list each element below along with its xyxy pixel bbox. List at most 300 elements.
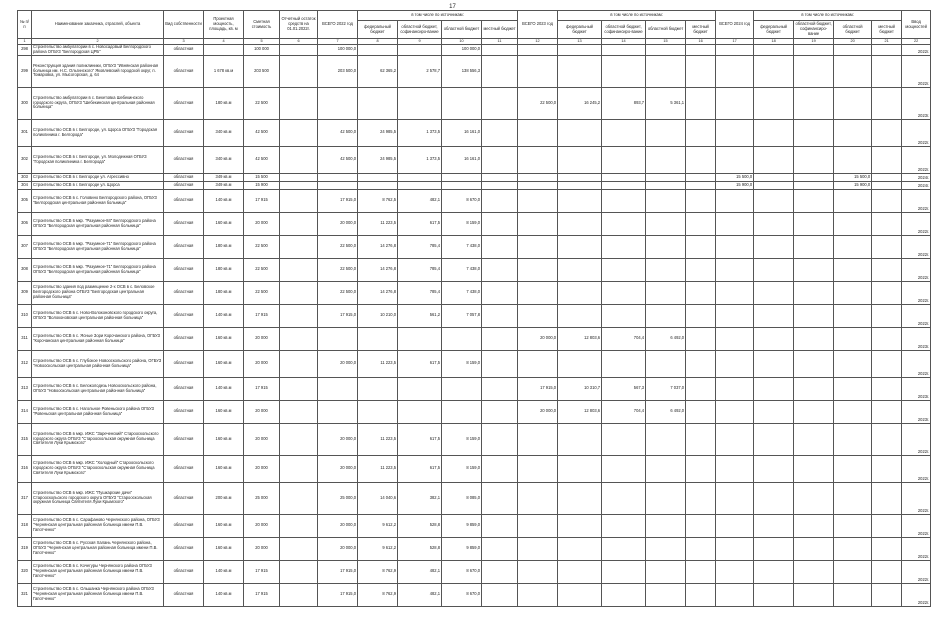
capacity: 160 кв.м <box>204 350 244 377</box>
input-year: 2022г. <box>902 423 931 455</box>
input-year: 2022г. <box>902 482 931 514</box>
estimated-cost: 42 500 <box>244 119 280 146</box>
row-number: 317 <box>18 482 32 514</box>
capacity <box>204 45 244 56</box>
object-name: Строительство ОСВ в с. Кочегуры Чернянского района ОГБУЗ "Чернянская центральная районная больница имени П.В. Гапотченко" <box>32 560 164 583</box>
regional-2024 <box>834 327 872 350</box>
local-2022 <box>482 423 518 455</box>
regional-cofin-2023 <box>602 55 646 87</box>
local-2023 <box>686 400 716 423</box>
capacity: 160 кв.м <box>204 455 244 482</box>
total-2023: 17 915,0 <box>518 377 558 400</box>
table-row <box>18 377 931 400</box>
federal-2023 <box>558 212 602 235</box>
regional-2023 <box>646 560 686 583</box>
regional-2023 <box>646 482 686 514</box>
federal-2024 <box>754 45 794 56</box>
header-sources-2023: в том числе по источникам: <box>558 11 716 21</box>
regional-2024 <box>834 583 872 606</box>
regional-cofin-2023: 704,4 <box>602 327 646 350</box>
ownership: областная <box>164 327 204 350</box>
local-2024 <box>872 173 902 181</box>
regional-2022 <box>442 327 482 350</box>
input-year: 2023г. <box>902 327 931 350</box>
input-year: 2022г. <box>902 212 931 235</box>
capacity: 160 кв.м <box>204 400 244 423</box>
ownership: областная <box>164 87 204 119</box>
federal-2024 <box>754 119 794 146</box>
estimated-cost: 20 000 <box>244 514 280 537</box>
federal-2024 <box>754 400 794 423</box>
remaining-funds <box>280 560 318 583</box>
ownership: областная <box>164 146 204 173</box>
regional-cofin-2022: 1 373,5 <box>398 119 442 146</box>
row-number: 306 <box>18 212 32 235</box>
local-2022 <box>482 281 518 304</box>
local-2024 <box>872 55 902 87</box>
estimated-cost: 203 500 <box>244 55 280 87</box>
local-2023 <box>686 173 716 181</box>
regional-cofin-2023 <box>602 423 646 455</box>
regional-2024 <box>834 537 872 560</box>
header-remaining: Отчетный остаток средств на 01.01.2022г. <box>280 11 318 39</box>
capacity: 340 кв.м <box>204 119 244 146</box>
total-2022 <box>318 173 358 181</box>
input-year: 2022г. <box>902 45 931 56</box>
total-2022: 20 000,0 <box>318 514 358 537</box>
table-row <box>18 55 931 87</box>
remaining-funds <box>280 537 318 560</box>
federal-2023 <box>558 514 602 537</box>
local-2022 <box>482 400 518 423</box>
local-2024 <box>872 350 902 377</box>
table-row <box>18 327 931 350</box>
capacity: 1 678 кв.м <box>204 55 244 87</box>
remaining-funds <box>280 258 318 281</box>
column-number: 3 <box>164 39 204 45</box>
federal-2022: 9 612,2 <box>358 537 398 560</box>
header-total-2024: ВСЕГО 2024 год <box>716 11 754 39</box>
total-2024 <box>716 583 754 606</box>
local-2024 <box>872 146 902 173</box>
total-2024: 15 500,0 <box>716 173 754 181</box>
total-2023 <box>518 181 558 189</box>
regional-cofin-2022: 528,8 <box>398 514 442 537</box>
object-name: Строительство ОСВ в с. Глубокое Новооскольского района, ОГБУЗ "Новооскольская центральная районная больница" <box>32 350 164 377</box>
capacity: 160 кв.м <box>204 327 244 350</box>
total-2022: 22 500,0 <box>318 281 358 304</box>
regional-cofin-2024 <box>794 173 834 181</box>
remaining-funds <box>280 87 318 119</box>
remaining-funds <box>280 235 318 258</box>
regional-2022: 8 159,0 <box>442 423 482 455</box>
page-number: 17 <box>449 4 456 10</box>
federal-2024 <box>754 423 794 455</box>
regional-2022: 9 859,0 <box>442 537 482 560</box>
regional-cofin-2022 <box>398 181 442 189</box>
total-2022 <box>318 87 358 119</box>
federal-2022: 11 223,5 <box>358 212 398 235</box>
regional-cofin-2022 <box>398 45 442 56</box>
object-name: Строительство ОСВ в мкр. ИЖС "Пушкарские дачи" Старооскольского городского округа ОГБУЗ "Старооскольская окружная больница Святителя Луки Крымского" <box>32 482 164 514</box>
total-2023 <box>518 235 558 258</box>
ownership: областная <box>164 189 204 212</box>
total-2023 <box>518 281 558 304</box>
regional-2023 <box>646 181 686 189</box>
input-year: 2022г. <box>902 537 931 560</box>
ownership: областная <box>164 514 204 537</box>
ownership: областная <box>164 423 204 455</box>
regional-2022: 7 438,0 <box>442 258 482 281</box>
regional-cofin-2024 <box>794 482 834 514</box>
local-2024 <box>872 455 902 482</box>
row-number: 313 <box>18 377 32 400</box>
local-2022 <box>482 189 518 212</box>
estimated-cost: 42 500 <box>244 146 280 173</box>
federal-2024 <box>754 455 794 482</box>
total-2024 <box>716 350 754 377</box>
estimated-cost: 17 915 <box>244 560 280 583</box>
total-2022: 42 500,0 <box>318 146 358 173</box>
local-2023 <box>686 146 716 173</box>
regional-cofin-2024 <box>794 119 834 146</box>
federal-2023: 16 245,2 <box>558 87 602 119</box>
row-number: 318 <box>18 514 32 537</box>
table-row <box>18 514 931 537</box>
federal-2024 <box>754 560 794 583</box>
regional-2024: 15 900,0 <box>834 181 872 189</box>
regional-2023 <box>646 455 686 482</box>
ownership: областная <box>164 455 204 482</box>
total-2023 <box>518 455 558 482</box>
capacity: 180 кв.м <box>204 258 244 281</box>
regional-2024 <box>834 212 872 235</box>
federal-2022: 14 040,6 <box>358 482 398 514</box>
federal-2023 <box>558 235 602 258</box>
column-number: 18 <box>754 39 794 45</box>
regional-cofin-2023: 567,3 <box>602 377 646 400</box>
regional-2024 <box>834 304 872 327</box>
estimated-cost: 20 000 <box>244 423 280 455</box>
header-sources-2022: в том числе по источникам: <box>358 11 518 21</box>
local-2023 <box>686 304 716 327</box>
regional-cofin-2024 <box>794 455 834 482</box>
federal-2023 <box>558 173 602 181</box>
total-2023 <box>518 482 558 514</box>
column-number: 12 <box>518 39 558 45</box>
regional-2023 <box>646 350 686 377</box>
regional-cofin-2024 <box>794 181 834 189</box>
total-2023 <box>518 173 558 181</box>
federal-2022: 14 276,8 <box>358 281 398 304</box>
remaining-funds <box>280 181 318 189</box>
regional-2022 <box>442 181 482 189</box>
ownership: областная <box>164 583 204 606</box>
row-number: 314 <box>18 400 32 423</box>
regional-2022 <box>442 173 482 181</box>
regional-2023 <box>646 45 686 56</box>
federal-2022: 8 762,9 <box>358 560 398 583</box>
total-2024 <box>716 189 754 212</box>
column-number: 6 <box>280 39 318 45</box>
total-2023 <box>518 423 558 455</box>
regional-2023: 5 361,1 <box>646 87 686 119</box>
input-year: 2023г. <box>902 400 931 423</box>
object-name: Строительство ОСВ в с. Ново-Волоконовского городского округа, ОГБУЗ "Волоконовская центральная районная больница" <box>32 304 164 327</box>
input-year: 2022г. <box>902 146 931 173</box>
regional-2024 <box>834 514 872 537</box>
federal-2023 <box>558 189 602 212</box>
federal-2023 <box>558 583 602 606</box>
header-regional-cofin-2023: областной бюджет, софинансиро-вание <box>602 21 646 39</box>
column-number: 4 <box>204 39 244 45</box>
total-2024 <box>716 327 754 350</box>
regional-cofin-2024 <box>794 327 834 350</box>
header-regional-cofin-2024: областной бюджет, софинансиро-вание <box>794 21 834 39</box>
column-number: 21 <box>872 39 902 45</box>
object-name: Строительство ОСВ в г. Белгороде ул. Щорса <box>32 181 164 189</box>
regional-2022: 100 000,0 <box>442 45 482 56</box>
regional-2023 <box>646 304 686 327</box>
local-2022 <box>482 212 518 235</box>
regional-2022 <box>442 400 482 423</box>
estimated-cost: 20 000 <box>244 400 280 423</box>
regional-cofin-2022 <box>398 327 442 350</box>
local-2024 <box>872 45 902 56</box>
total-2022: 20 000,0 <box>318 423 358 455</box>
local-2024 <box>872 258 902 281</box>
total-2022: 22 500,0 <box>318 258 358 281</box>
total-2023 <box>518 583 558 606</box>
total-2024 <box>716 258 754 281</box>
federal-2023: 12 803,6 <box>558 400 602 423</box>
capacity: 180 кв.м <box>204 235 244 258</box>
local-2022 <box>482 55 518 87</box>
total-2024 <box>716 45 754 56</box>
local-2024 <box>872 281 902 304</box>
header-total-2023: ВСЕГО 2023 год <box>518 11 558 39</box>
capacity: 160 кв.м <box>204 514 244 537</box>
column-number: 9 <box>398 39 442 45</box>
federal-2023 <box>558 119 602 146</box>
regional-cofin-2023: 893,7 <box>602 87 646 119</box>
capacity: 349 кв.м <box>204 181 244 189</box>
header-total-2022: ВСЕГО 2022 год <box>318 11 358 39</box>
regional-cofin-2022: 482,1 <box>398 583 442 606</box>
remaining-funds <box>280 146 318 173</box>
object-name: Строительство ОСВ в с. Сарафаново Чернянского района, ОГБУЗ "Чернянская центральная районная больница имени П.В. Гапотченко" <box>32 514 164 537</box>
object-name: Строительство ОСВ в с. Ольшанка Чернянского района ОГБУЗ "Чернянская центральная районная больница имени П.В. Гапотченко" <box>32 583 164 606</box>
row-number: 298 <box>18 45 32 56</box>
regional-2024 <box>834 258 872 281</box>
regional-2022: 16 161,0 <box>442 119 482 146</box>
regional-2024 <box>834 119 872 146</box>
total-2024 <box>716 537 754 560</box>
row-number: 305 <box>18 189 32 212</box>
total-2022: 20 000,0 <box>318 537 358 560</box>
column-number: 16 <box>686 39 716 45</box>
local-2024 <box>872 377 902 400</box>
regional-2024 <box>834 350 872 377</box>
regional-2023: 7 037,0 <box>646 377 686 400</box>
regional-cofin-2024 <box>794 560 834 583</box>
regional-2024 <box>834 455 872 482</box>
federal-2023 <box>558 560 602 583</box>
local-2022 <box>482 181 518 189</box>
local-2022 <box>482 146 518 173</box>
column-number: 13 <box>558 39 602 45</box>
local-2024 <box>872 181 902 189</box>
capacity: 349 кв.м <box>204 173 244 181</box>
estimated-cost: 22 500 <box>244 235 280 258</box>
capacity: 140 кв.м <box>204 189 244 212</box>
federal-2023 <box>558 350 602 377</box>
header-cost: Сметная стоимость <box>244 11 280 39</box>
remaining-funds <box>280 212 318 235</box>
federal-2022 <box>358 327 398 350</box>
local-2023 <box>686 537 716 560</box>
local-2024 <box>872 537 902 560</box>
total-2024 <box>716 482 754 514</box>
local-2023 <box>686 455 716 482</box>
estimated-cost: 20 000 <box>244 327 280 350</box>
remaining-funds <box>280 377 318 400</box>
regional-cofin-2024 <box>794 87 834 119</box>
local-2023 <box>686 212 716 235</box>
object-name: Строительство ОСВ в с. Белоколодезь Новооскольского района, ОГБУЗ "Новооскольская центральная районная больница" <box>32 377 164 400</box>
total-2023 <box>518 537 558 560</box>
regional-2022: 8 159,0 <box>442 350 482 377</box>
capacity: 180 кв.м <box>204 87 244 119</box>
input-year: 2022г. <box>902 189 931 212</box>
total-2022: 17 915,0 <box>318 304 358 327</box>
local-2023 <box>686 583 716 606</box>
regional-cofin-2022 <box>398 377 442 400</box>
regional-cofin-2023 <box>602 119 646 146</box>
input-year: 2023г. <box>902 377 931 400</box>
local-2023 <box>686 235 716 258</box>
federal-2022: 11 223,5 <box>358 350 398 377</box>
estimated-cost: 22 500 <box>244 281 280 304</box>
regional-cofin-2023 <box>602 173 646 181</box>
column-number: 7 <box>318 39 358 45</box>
row-number: 315 <box>18 423 32 455</box>
federal-2023 <box>558 281 602 304</box>
remaining-funds <box>280 583 318 606</box>
regional-2023 <box>646 146 686 173</box>
input-year: 2022г. <box>902 235 931 258</box>
federal-2024 <box>754 377 794 400</box>
header-federal-2022: федеральный бюджет <box>358 21 398 39</box>
total-2022: 17 915,0 <box>318 583 358 606</box>
object-name: Строительство ОСВ в с. Нагольное Ровеньского района ОГБУЗ "Ровеньская центральная районная больница" <box>32 400 164 423</box>
capacity: 160 кв.м <box>204 212 244 235</box>
input-year: 2023г. <box>902 87 931 119</box>
federal-2022 <box>358 181 398 189</box>
regional-cofin-2022: 2 578,7 <box>398 55 442 87</box>
regional-cofin-2022: 785,4 <box>398 281 442 304</box>
row-number: 312 <box>18 350 32 377</box>
federal-2022: 11 223,5 <box>358 423 398 455</box>
regional-cofin-2024 <box>794 45 834 56</box>
federal-2024 <box>754 537 794 560</box>
regional-2024 <box>834 235 872 258</box>
object-name: Строительство ОСВ в с. Головино Белгородского района, ОГБУЗ "Белгородская центральная районная больница" <box>32 189 164 212</box>
object-name: Строительство здания под размещение 2-х ОСВ в с. Беловское Белгородского района ОГБУЗ "Белгородская центральная районная больница" <box>32 281 164 304</box>
federal-2024 <box>754 55 794 87</box>
row-number: 302 <box>18 146 32 173</box>
regional-2023 <box>646 537 686 560</box>
regional-cofin-2024 <box>794 400 834 423</box>
header-federal-2024: федеральный бюджет <box>754 21 794 39</box>
table-body <box>18 45 931 607</box>
row-number: 300 <box>18 87 32 119</box>
total-2022: 20 000,0 <box>318 350 358 377</box>
estimated-cost: 15 900 <box>244 181 280 189</box>
federal-2022 <box>358 377 398 400</box>
federal-2022: 62 365,2 <box>358 55 398 87</box>
table-row <box>18 281 931 304</box>
header-ownership: Вид собственности <box>164 11 204 39</box>
regional-cofin-2023 <box>602 537 646 560</box>
regional-cofin-2022: 528,8 <box>398 537 442 560</box>
table-row <box>18 583 931 606</box>
regional-2024 <box>834 87 872 119</box>
total-2024 <box>716 281 754 304</box>
column-number: 10 <box>442 39 482 45</box>
row-number: 320 <box>18 560 32 583</box>
regional-2022: 138 556,3 <box>442 55 482 87</box>
local-2022 <box>482 537 518 560</box>
total-2022: 17 915,0 <box>318 560 358 583</box>
local-2023 <box>686 189 716 212</box>
remaining-funds <box>280 350 318 377</box>
regional-cofin-2023 <box>602 455 646 482</box>
total-2022: 42 500,0 <box>318 119 358 146</box>
local-2024 <box>872 212 902 235</box>
regional-cofin-2022: 382,1 <box>398 482 442 514</box>
object-name: Строительство ОСВ в мкр. "Разумное-71" Белгородского района ОГБУЗ "Белгородская центральная районная больница" <box>32 235 164 258</box>
table-row <box>18 235 931 258</box>
regional-cofin-2023 <box>602 304 646 327</box>
remaining-funds <box>280 514 318 537</box>
regional-cofin-2024 <box>794 281 834 304</box>
federal-2022 <box>358 173 398 181</box>
local-2024 <box>872 400 902 423</box>
row-number: 321 <box>18 583 32 606</box>
regional-2022: 8 670,0 <box>442 189 482 212</box>
regional-2023: 6 492,0 <box>646 327 686 350</box>
regional-2024: 15 500,0 <box>834 173 872 181</box>
federal-2023 <box>558 455 602 482</box>
total-2023 <box>518 189 558 212</box>
local-2023 <box>686 281 716 304</box>
table-row <box>18 45 931 56</box>
regional-cofin-2024 <box>794 514 834 537</box>
federal-2023 <box>558 181 602 189</box>
regional-cofin-2023 <box>602 350 646 377</box>
input-year: 2024г. <box>902 173 931 181</box>
total-2024 <box>716 146 754 173</box>
regional-2022: 16 161,0 <box>442 146 482 173</box>
total-2022: 17 915,0 <box>318 189 358 212</box>
local-2023 <box>686 423 716 455</box>
regional-2022: 8 159,0 <box>442 212 482 235</box>
regional-2022: 9 859,0 <box>442 514 482 537</box>
federal-2023 <box>558 146 602 173</box>
ownership: областная <box>164 235 204 258</box>
regional-2023 <box>646 423 686 455</box>
